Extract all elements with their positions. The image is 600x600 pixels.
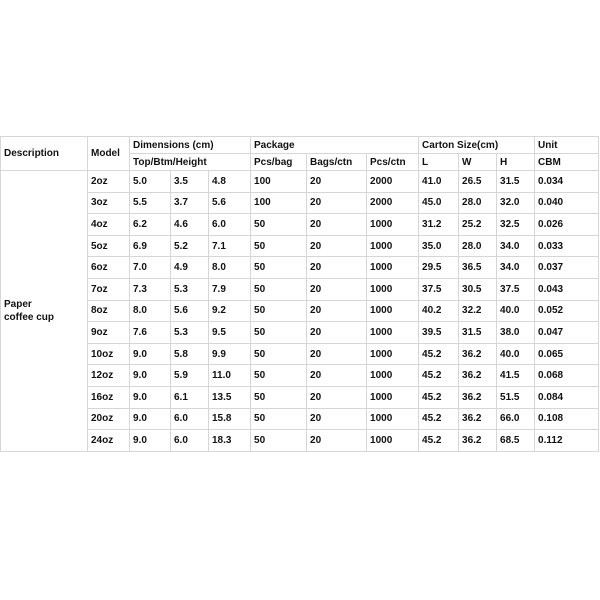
cell-model: 7oz: [88, 278, 130, 300]
cell-top: 7.0: [130, 257, 171, 279]
cell-top: 6.2: [130, 214, 171, 236]
header-cbm: CBM: [535, 154, 599, 171]
header-dimensions: Dimensions (cm): [130, 137, 251, 154]
cell-pcs-ctn: 1000: [367, 386, 419, 408]
cell-height: 13.5: [209, 386, 251, 408]
cell-carton-l: 40.2: [419, 300, 459, 322]
cell-bags-ctn: 20: [307, 214, 367, 236]
cell-carton-l: 29.5: [419, 257, 459, 279]
cell-btm: 3.7: [171, 192, 209, 214]
cell-cbm: 0.112: [535, 430, 599, 452]
cell-height: 9.9: [209, 343, 251, 365]
header-h: H: [497, 154, 535, 171]
cell-model: 20oz: [88, 408, 130, 430]
cell-carton-h: 40.0: [497, 300, 535, 322]
cell-pcs-ctn: 1000: [367, 235, 419, 257]
cell-height: 8.0: [209, 257, 251, 279]
cell-carton-l: 45.2: [419, 430, 459, 452]
cell-carton-l: 45.0: [419, 192, 459, 214]
cell-btm: 6.0: [171, 408, 209, 430]
cell-carton-h: 34.0: [497, 257, 535, 279]
cell-cbm: 0.084: [535, 386, 599, 408]
cell-carton-w: 25.2: [459, 214, 497, 236]
table-row: [1, 408, 599, 430]
cell-btm: 4.9: [171, 257, 209, 279]
cell-pcs-ctn: 2000: [367, 192, 419, 214]
cell-model: 3oz: [88, 192, 130, 214]
cell-bags-ctn: 20: [307, 278, 367, 300]
cell-carton-w: 30.5: [459, 278, 497, 300]
cell-carton-l: 45.2: [419, 386, 459, 408]
cell-carton-h: 66.0: [497, 408, 535, 430]
cell-cbm: 0.052: [535, 300, 599, 322]
cell-height: 7.9: [209, 278, 251, 300]
cell-carton-h: 32.0: [497, 192, 535, 214]
cell-model: 6oz: [88, 257, 130, 279]
cell-cbm: 0.108: [535, 408, 599, 430]
cell-carton-h: 51.5: [497, 386, 535, 408]
spec-body: [1, 137, 599, 452]
table-row: [1, 171, 599, 193]
cell-carton-w: 28.0: [459, 192, 497, 214]
header-model: Model: [88, 137, 130, 171]
table-row: [1, 386, 599, 408]
header-w: W: [459, 154, 497, 171]
cell-pcs-ctn: 1000: [367, 365, 419, 387]
cell-bags-ctn: 20: [307, 300, 367, 322]
cell-model: 2oz: [88, 171, 130, 193]
cell-top: 5.5: [130, 192, 171, 214]
cell-model: 10oz: [88, 343, 130, 365]
cell-cbm: 0.034: [535, 171, 599, 193]
cell-btm: 5.3: [171, 278, 209, 300]
table-row: [1, 278, 599, 300]
cell-height: 15.8: [209, 408, 251, 430]
cell-top: 9.0: [130, 386, 171, 408]
header-l: L: [419, 154, 459, 171]
cell-pcs-bag: 50: [251, 235, 307, 257]
cell-btm: 5.9: [171, 365, 209, 387]
cell-cbm: 0.026: [535, 214, 599, 236]
table-row: [1, 322, 599, 344]
cell-carton-l: 37.5: [419, 278, 459, 300]
cell-carton-l: 31.2: [419, 214, 459, 236]
cell-pcs-bag: 50: [251, 386, 307, 408]
cell-carton-w: 26.5: [459, 171, 497, 193]
cell-carton-l: 45.2: [419, 365, 459, 387]
cell-cbm: 0.068: [535, 365, 599, 387]
cell-pcs-ctn: 1000: [367, 408, 419, 430]
table-row: [1, 192, 599, 214]
cell-cbm: 0.065: [535, 343, 599, 365]
cell-pcs-ctn: 1000: [367, 322, 419, 344]
cell-carton-w: 36.2: [459, 365, 497, 387]
table-row: [1, 235, 599, 257]
cell-pcs-bag: 50: [251, 365, 307, 387]
table-row: [1, 257, 599, 279]
header-unit: Unit: [535, 137, 599, 154]
cell-cbm: 0.043: [535, 278, 599, 300]
cell-carton-w: 36.2: [459, 343, 497, 365]
cell-btm: 4.6: [171, 214, 209, 236]
cell-height: 7.1: [209, 235, 251, 257]
cell-carton-h: 31.5: [497, 171, 535, 193]
cell-top: 9.0: [130, 430, 171, 452]
cell-carton-h: 68.5: [497, 430, 535, 452]
cell-pcs-ctn: 1000: [367, 343, 419, 365]
header-bags-ctn: Bags/ctn: [307, 154, 367, 171]
cell-carton-h: 34.0: [497, 235, 535, 257]
cell-top: 9.0: [130, 408, 171, 430]
cell-cbm: 0.047: [535, 322, 599, 344]
cell-carton-w: 28.0: [459, 235, 497, 257]
cell-bags-ctn: 20: [307, 322, 367, 344]
cell-pcs-bag: 50: [251, 343, 307, 365]
cell-pcs-ctn: 1000: [367, 214, 419, 236]
cell-height: 18.3: [209, 430, 251, 452]
cell-carton-w: 36.2: [459, 386, 497, 408]
header-dimensions-sub: Top/Btm/Height: [130, 154, 251, 171]
table-row: [1, 343, 599, 365]
cell-pcs-ctn: 2000: [367, 171, 419, 193]
cell-pcs-ctn: 1000: [367, 430, 419, 452]
cell-carton-h: 38.0: [497, 322, 535, 344]
cell-bags-ctn: 20: [307, 192, 367, 214]
cell-model: 16oz: [88, 386, 130, 408]
cell-bags-ctn: 20: [307, 430, 367, 452]
header-package: Package: [251, 137, 419, 154]
cell-bags-ctn: 20: [307, 408, 367, 430]
table-row: [1, 300, 599, 322]
cell-carton-l: 39.5: [419, 322, 459, 344]
cell-pcs-ctn: 1000: [367, 278, 419, 300]
cell-btm: 5.3: [171, 322, 209, 344]
cell-cbm: 0.033: [535, 235, 599, 257]
description-cell: [1, 171, 88, 452]
cell-model: 5oz: [88, 235, 130, 257]
cell-pcs-ctn: 1000: [367, 300, 419, 322]
cell-pcs-bag: 50: [251, 278, 307, 300]
cell-carton-h: 40.0: [497, 343, 535, 365]
cell-cbm: 0.040: [535, 192, 599, 214]
cell-pcs-bag: 100: [251, 192, 307, 214]
cell-btm: 6.1: [171, 386, 209, 408]
cell-carton-h: 41.5: [497, 365, 535, 387]
cell-height: 4.8: [209, 171, 251, 193]
spec-table: [0, 136, 599, 452]
cell-top: 8.0: [130, 300, 171, 322]
cell-pcs-ctn: 1000: [367, 257, 419, 279]
cell-carton-w: 31.5: [459, 322, 497, 344]
cell-pcs-bag: 50: [251, 214, 307, 236]
cell-model: 12oz: [88, 365, 130, 387]
cell-height: 11.0: [209, 365, 251, 387]
cell-carton-w: 32.2: [459, 300, 497, 322]
cell-carton-w: 36.5: [459, 257, 497, 279]
cell-btm: 5.8: [171, 343, 209, 365]
cell-top: 5.0: [130, 171, 171, 193]
cell-bags-ctn: 20: [307, 343, 367, 365]
header-description: Description: [1, 137, 88, 171]
cell-carton-l: 35.0: [419, 235, 459, 257]
cell-carton-h: 32.5: [497, 214, 535, 236]
cell-carton-l: 45.2: [419, 408, 459, 430]
cell-model: 4oz: [88, 214, 130, 236]
cell-bags-ctn: 20: [307, 386, 367, 408]
cell-height: 5.6: [209, 192, 251, 214]
cell-pcs-bag: 100: [251, 171, 307, 193]
cell-bags-ctn: 20: [307, 365, 367, 387]
cell-carton-w: 36.2: [459, 408, 497, 430]
cell-cbm: 0.037: [535, 257, 599, 279]
cell-top: 7.3: [130, 278, 171, 300]
table-row: [1, 365, 599, 387]
cell-height: 6.0: [209, 214, 251, 236]
cell-pcs-bag: 50: [251, 300, 307, 322]
cell-top: 9.0: [130, 365, 171, 387]
cell-top: 7.6: [130, 322, 171, 344]
cell-bags-ctn: 20: [307, 235, 367, 257]
cell-model: 8oz: [88, 300, 130, 322]
cell-pcs-bag: 50: [251, 322, 307, 344]
header-pcs-bag: Pcs/bag: [251, 154, 307, 171]
cell-top: 6.9: [130, 235, 171, 257]
cell-carton-w: 36.2: [459, 430, 497, 452]
cell-top: 9.0: [130, 343, 171, 365]
cell-btm: 3.5: [171, 171, 209, 193]
cell-model: 24oz: [88, 430, 130, 452]
header-row-1: [1, 137, 599, 154]
header-pcs-ctn: Pcs/ctn: [367, 154, 419, 171]
cell-pcs-bag: 50: [251, 408, 307, 430]
cell-bags-ctn: 20: [307, 257, 367, 279]
cell-carton-l: 41.0: [419, 171, 459, 193]
cell-carton-l: 45.2: [419, 343, 459, 365]
table-row: [1, 214, 599, 236]
cell-pcs-bag: 50: [251, 257, 307, 279]
description-line-2: coffee cup: [4, 311, 55, 323]
cell-btm: 5.6: [171, 300, 209, 322]
cell-pcs-bag: 50: [251, 430, 307, 452]
cell-bags-ctn: 20: [307, 171, 367, 193]
cell-btm: 6.0: [171, 430, 209, 452]
table-row: [1, 430, 599, 452]
cell-carton-h: 37.5: [497, 278, 535, 300]
description-line-1: Paper: [4, 298, 32, 310]
cell-model: 9oz: [88, 322, 130, 344]
cell-height: 9.2: [209, 300, 251, 322]
header-carton: Carton Size(cm): [419, 137, 535, 154]
cell-btm: 5.2: [171, 235, 209, 257]
cell-height: 9.5: [209, 322, 251, 344]
